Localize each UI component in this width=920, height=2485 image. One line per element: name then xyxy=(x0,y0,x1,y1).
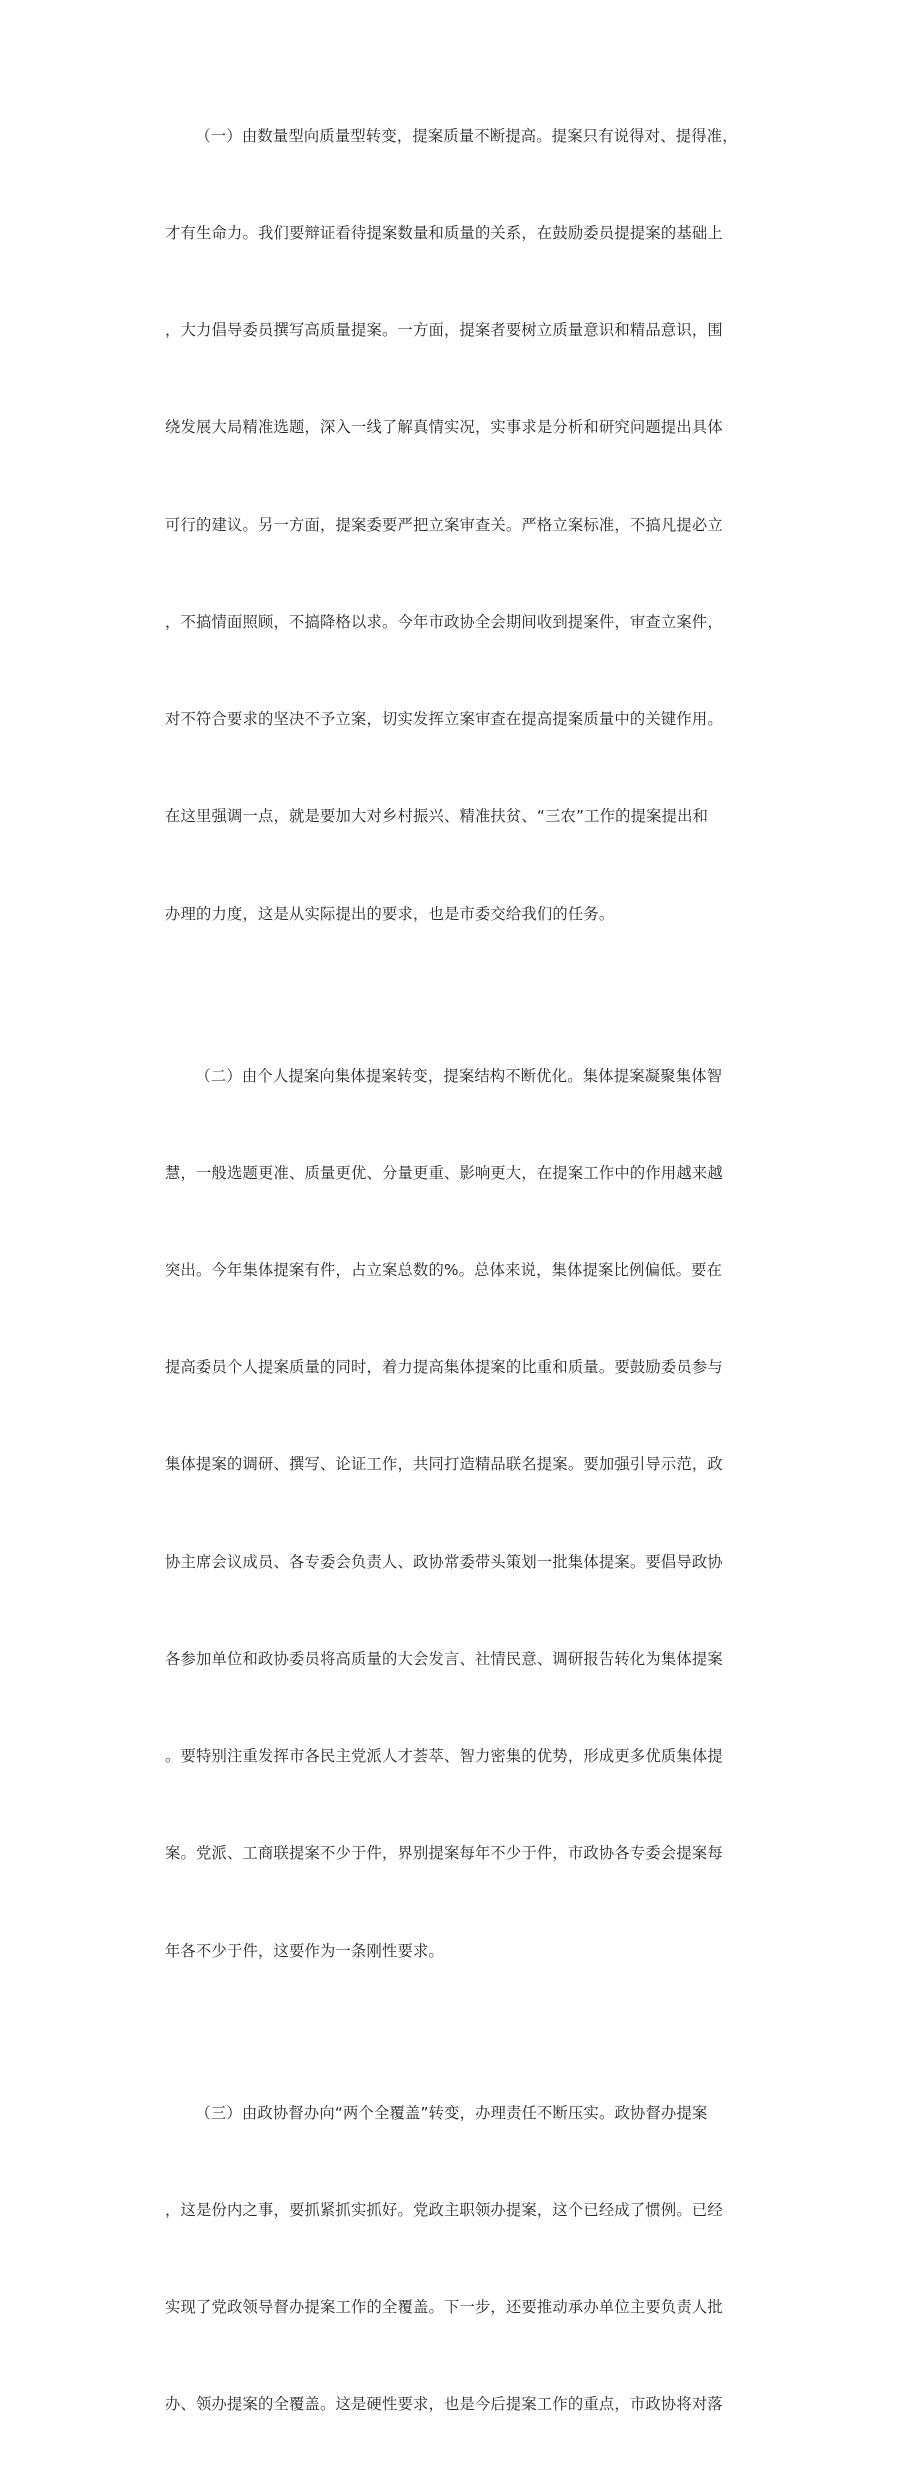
text-line: ，这是份内之事，要抓紧抓实抓好。党政主职领办提案，这个已经成了惯例。已经 xyxy=(165,2200,723,2219)
text-line: 集体提案的调研、撰写、论证工作，共同打造精品联名提案。要加强引导示范，政 xyxy=(165,1455,723,1474)
text-line: （二）由个人提案向集体提案转变，提案结构不断优化。集体提案凝聚集体智 xyxy=(165,1066,723,1085)
text-line: ，大力倡导委员撰写高质量提案。一方面，提案者要树立质量意识和精品意识，围 xyxy=(165,321,723,340)
text-line: 在这里强调一点，就是要加大对乡村振兴、精准扶贫、“三农”工作的提案提出和 xyxy=(165,807,709,826)
text-line: 办、领办提案的全覆盖。这是硬性要求，也是今后提案工作的重点，市政协将对落 xyxy=(165,2395,723,2414)
text-line: 可行的建议。另一方面，提案委要严把立案审查关。严格立案标准，不搞凡提必立 xyxy=(165,515,723,534)
text-line: 突出。今年集体提案有件，占立案总数的%。总体来说，集体提案比例偏低。要在 xyxy=(165,1261,723,1280)
text-line: 绕发展大局精准选题，深入一线了解真情实况，实事求是分析和研究问题提出具体 xyxy=(165,418,723,437)
paragraph-2 xyxy=(165,995,757,2032)
text-line: 协主席会议成员、各专委会负责人、政协常委带头策划一批集体提案。要倡导政协 xyxy=(165,1552,723,1571)
text-line: 案。党派、工商联提案不少于件，界别提案每年不少于件，市政协各专委会提案每 xyxy=(165,1844,723,1863)
text-line: 年各不少于件，这要作为一条刚性要求。 xyxy=(165,1941,444,1960)
text-line: （三）由政协督办向“两个全覆盖”转变，办理责任不断压实。政协督办提案 xyxy=(165,2103,708,2122)
text-line: 提高委员个人提案质量的同时，着力提高集体提案的比重和质量。要鼓励委员参与 xyxy=(165,1358,723,1377)
text-line: ，不搞情面照顾，不搞降格以求。今年市政协全会期间收到提案件，审查立案件， xyxy=(165,612,723,631)
text-line: 实现了党政领导督办提案工作的全覆盖。下一步，还要推动承办单位主要负责人批 xyxy=(165,2298,723,2317)
text-line: 办理的力度，这是从实际提出的要求，也是市委交给我们的任务。 xyxy=(165,904,615,923)
text-line: 。要特别注重发挥市各民主党派人才荟萃、智力密集的优势，形成更多优质集体提 xyxy=(165,1747,723,1766)
document-body xyxy=(165,55,757,2485)
text-line: 慧，一般选题更准、质量更优、分量更重、影响更大，在提案工作中的作用越来越 xyxy=(165,1163,723,1182)
text-line: 对不符合要求的坚决不予立案，切实发挥立案审查在提高提案质量中的关键作用。 xyxy=(165,710,723,729)
paragraph-3 xyxy=(165,2032,757,2485)
paragraph-1 xyxy=(165,55,757,995)
text-line: 各参加单位和政协委员将高质量的大会发言、社情民意、调研报告转化为集体提案 xyxy=(165,1649,723,1668)
text-line: （一）由数量型向质量型转变，提案质量不断提高。提案只有说得对、提得准， xyxy=(165,126,738,145)
text-line: 才有生命力。我们要辩证看待提案数量和质量的关系，在鼓励委员提提案的基础上 xyxy=(165,224,723,243)
